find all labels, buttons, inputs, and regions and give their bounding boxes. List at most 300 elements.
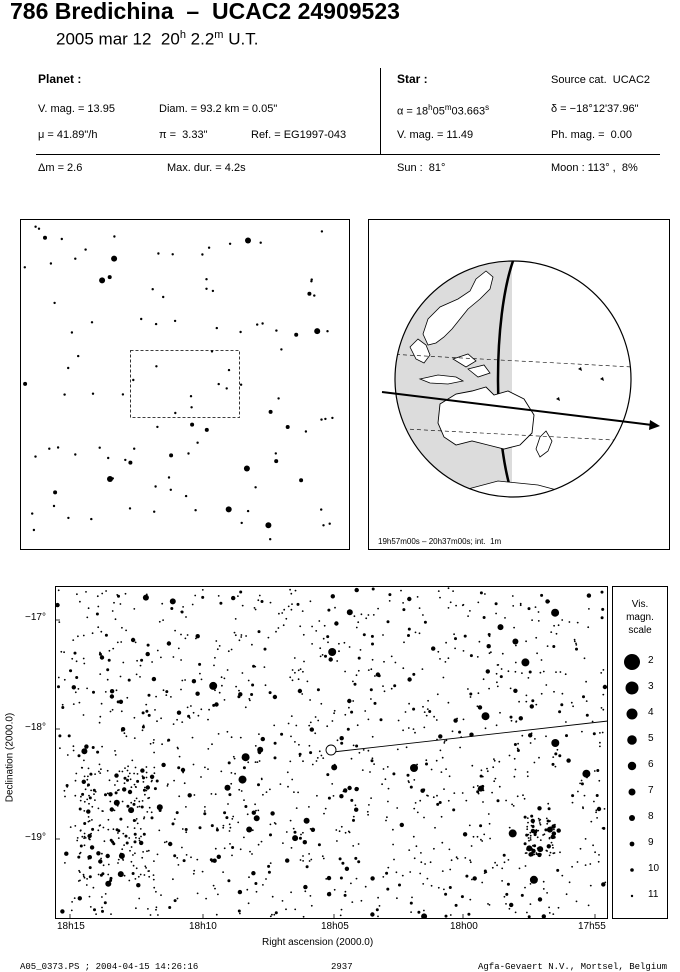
map-star [552,763,555,766]
map-star [317,757,319,759]
map-star [508,859,510,861]
map-star [125,593,127,595]
finder-star [99,447,101,449]
map-star [106,668,109,671]
map-star [144,874,146,876]
map-star [358,670,360,672]
map-star [146,785,150,789]
map-star [540,824,542,826]
map-star [536,830,538,832]
map-star [545,850,547,852]
map-star [228,793,231,796]
map-star [386,888,389,891]
map-star [331,764,337,770]
map-star [598,854,600,856]
map-star [83,760,85,762]
map-star [301,693,303,695]
map-star [372,588,375,591]
map-star [61,706,64,709]
map-star [63,651,65,653]
map-star [91,774,93,776]
map-star [449,775,451,777]
map-star [96,613,99,616]
map-star [231,649,233,651]
map-star [593,732,596,735]
map-star [216,914,218,916]
map-star [234,632,236,634]
map-star [467,688,469,690]
map-star [602,709,604,711]
map-star [582,695,585,698]
map-star [558,907,560,909]
map-star [501,668,503,670]
map-star [358,657,361,660]
map-star [505,893,508,896]
map-star [133,865,135,867]
map-star [515,912,517,914]
map-star [99,653,102,656]
map-star [602,732,604,734]
map-star [525,701,527,703]
map-star [59,747,61,749]
map-star [122,662,124,664]
map-star [384,690,386,692]
map-star [338,650,340,652]
finder-star [157,252,159,254]
map-star [94,773,96,775]
map-star [367,814,369,816]
map-star [311,643,313,645]
map-star [181,721,183,723]
map-star [444,893,447,896]
map-star [114,784,116,786]
map-star [239,913,241,915]
map-star [220,771,222,773]
map-star [340,742,343,745]
map-star [88,803,90,805]
map-star [81,793,84,796]
map-star [408,781,410,783]
map-star [471,765,473,767]
map-star [551,835,555,839]
map-star [107,829,109,831]
map-star [126,697,128,699]
map-star [487,644,491,648]
map-star [543,916,545,918]
map-star [363,749,365,751]
map-star [280,783,282,785]
finder-star [261,322,263,324]
map-star [566,893,568,895]
map-star [442,757,444,759]
map-star [417,596,419,598]
map-star [385,778,387,780]
map-star [532,845,534,847]
map-star [452,808,455,811]
map-star [238,890,242,894]
map-star [257,747,263,753]
map-star [500,675,503,678]
map-star [593,801,595,803]
map-star [527,817,529,819]
map-star [572,705,574,707]
finder-star [67,367,69,369]
map-star [413,808,415,810]
map-star [595,809,597,811]
map-star [124,732,126,734]
finder-star [61,238,63,240]
map-star [392,844,394,846]
map-star [71,901,73,903]
map-star [456,856,458,858]
map-star [463,719,465,721]
map-star [104,840,106,842]
finder-star [170,489,172,491]
map-star [110,807,114,811]
map-star [526,695,528,697]
scale-label-mag-9: 9 [648,837,654,848]
finder-star [244,466,250,472]
footer-file: A05_0373.PS ; 2004-04-15 14:26:16 [20,962,199,972]
x-axis-label: Right ascension (2000.0) [262,937,374,948]
map-star [89,839,91,841]
map-star [180,689,182,691]
map-star [553,625,555,627]
map-star [599,746,601,748]
map-star [478,692,480,694]
map-star [99,825,101,827]
map-star [181,768,185,772]
finder-star [326,330,328,332]
map-star [235,634,237,636]
map-star [130,802,132,804]
map-star [480,839,482,841]
map-star [549,912,551,914]
map-star [537,806,541,810]
map-star [185,638,187,640]
scale-dot-mag-5 [627,735,637,745]
date-suffix: U.T. [223,29,259,49]
xtick-17h55: 17h55 [578,921,606,932]
finder-star [226,387,228,389]
map-star [154,787,157,790]
finder-star [155,365,157,367]
map-star [495,602,498,605]
map-star [180,634,182,636]
map-star [552,913,554,915]
map-star [427,708,429,710]
scale-label-mag-8: 8 [648,811,654,822]
scale-label-mag-5: 5 [648,733,654,744]
map-star [414,732,416,734]
map-star [166,841,168,843]
map-star [200,708,202,710]
map-star [134,827,136,829]
map-star [528,840,530,842]
map-star [526,826,528,828]
map-star [145,710,148,713]
map-star [122,801,124,803]
map-star [131,760,133,762]
map-star [397,749,399,751]
map-star [76,660,78,662]
map-star [413,779,415,781]
map-star [521,894,524,897]
finder-star [321,230,323,232]
scale-dot-mag-2 [624,654,640,670]
map-star [486,768,488,770]
finder-star [71,331,73,333]
map-star [494,862,496,864]
map-star [449,886,452,889]
map-star [254,666,256,668]
finder-star [205,288,207,290]
map-star [80,845,83,848]
map-star [376,908,379,911]
map-star [477,836,479,838]
map-star [107,874,109,876]
finder-star [129,507,131,509]
map-star [75,676,78,679]
map-star [86,878,88,880]
map-star [151,661,153,663]
alpha-sec: 03.663 [451,105,486,118]
map-star [240,636,242,638]
map-star [320,703,322,705]
map-star [575,644,577,646]
map-star [451,859,453,861]
map-star [372,736,374,738]
map-star [430,861,432,863]
map-star [358,843,360,845]
finder-star [265,522,271,528]
map-star [147,870,149,872]
map-star [581,782,584,785]
map-star [408,727,410,729]
map-star [477,705,479,707]
map-star [383,661,385,663]
map-star [464,635,467,638]
map-star [402,602,404,604]
finder-star [329,523,331,525]
map-star [101,910,104,913]
map-star [530,742,532,744]
map-star [254,607,256,609]
map-star [99,772,101,774]
map-star [289,676,291,678]
map-star [119,770,121,772]
map-star [161,743,163,745]
map-star [90,845,94,849]
map-star [530,903,532,905]
map-star [473,786,475,788]
map-star [83,837,85,839]
map-star [217,894,219,896]
planet-parallax: π = 3.33" [159,129,208,141]
map-star [245,635,247,637]
map-star [490,651,492,653]
map-star [374,675,376,677]
map-star [345,891,347,893]
map-star [550,852,552,854]
max-duration: Max. dur. = 4.2s [167,162,246,174]
map-star [161,763,165,767]
map-star [565,734,568,737]
map-star [114,750,116,752]
map-star [442,870,444,872]
map-star [55,603,59,607]
map-star [481,769,483,771]
map-star [142,729,144,731]
map-star [323,813,325,815]
map-star [327,892,331,896]
finder-star [275,452,277,454]
map-star [254,882,257,885]
map-star [509,903,513,907]
map-star [353,816,355,818]
map-star [155,696,157,698]
finder-star [228,369,230,371]
map-star [205,898,207,900]
map-star [322,855,324,857]
map-star [96,751,99,754]
map-star [417,911,420,914]
map-star [64,862,66,864]
map-star [470,861,472,863]
map-star [231,818,233,820]
map-star [177,898,179,900]
map-star [419,632,421,634]
map-star [517,743,519,745]
map-star [586,700,588,702]
map-star [136,780,139,783]
finder-star [260,242,262,244]
map-star [292,835,298,841]
map-star [488,688,490,690]
map-star [101,703,103,705]
map-star [82,780,86,784]
map-star [304,818,310,824]
map-star [188,793,192,797]
map-star [227,731,229,733]
map-star [184,679,186,681]
finder-star [90,518,92,520]
map-star [80,800,82,802]
map-star [535,704,537,706]
map-star [332,720,334,722]
map-star [67,754,69,756]
map-star [104,901,107,904]
map-star [372,757,374,759]
ytick-minus18: −18° [25,722,46,733]
finder-star [34,226,36,228]
map-star [580,848,582,850]
map-star [371,643,374,646]
map-star [376,672,380,676]
map-star [424,863,426,865]
map-star [154,772,156,774]
map-star [116,594,118,596]
map-star [143,833,146,836]
scale-dot-mag-11 [631,895,633,897]
map-star [511,720,513,722]
map-star [433,716,435,718]
map-star [571,702,573,704]
map-star [396,897,398,899]
map-star [541,659,543,661]
map-star [515,721,517,723]
map-star [261,737,265,741]
map-star [597,807,601,811]
map-star [222,871,224,873]
map-star [549,855,551,857]
map-star [324,625,326,627]
map-star [74,897,76,899]
finder-star [256,323,258,325]
map-star [282,842,284,844]
map-star [513,805,515,807]
map-star [120,676,122,678]
map-star [361,613,363,615]
map-star [75,691,77,693]
map-star [368,614,370,616]
map-star [353,745,355,747]
map-star [136,883,140,887]
map-star [190,705,192,707]
map-star [443,788,445,790]
map-star [174,630,176,632]
map-star [310,859,312,861]
finder-star [205,278,207,280]
finder-star [23,382,27,386]
map-star [97,829,99,831]
map-star [308,806,310,808]
map-star [58,734,61,737]
finder-star [128,461,132,465]
map-star [354,808,358,812]
map-star [153,887,155,889]
map-star [424,711,426,713]
map-star [172,822,175,825]
map-star [470,696,472,698]
map-star [244,805,247,808]
map-star [291,779,293,781]
map-star [540,853,542,855]
map-star [73,745,75,747]
map-star [422,614,424,616]
map-star [312,764,314,766]
map-star [544,833,546,835]
map-star [560,703,563,706]
map-star [370,797,372,799]
map-star [219,602,222,605]
map-star [86,747,88,749]
map-star [156,720,158,722]
finder-star [38,228,40,230]
map-star [510,688,512,690]
map-star [66,786,68,788]
map-star [229,823,231,825]
map-star [294,672,296,674]
map-star [133,773,135,775]
finder-star [190,423,194,427]
map-star [109,650,111,652]
map-star [251,644,253,646]
map-star [144,865,146,867]
map-star [417,812,419,814]
map-star [369,771,371,773]
map-star [128,880,130,882]
